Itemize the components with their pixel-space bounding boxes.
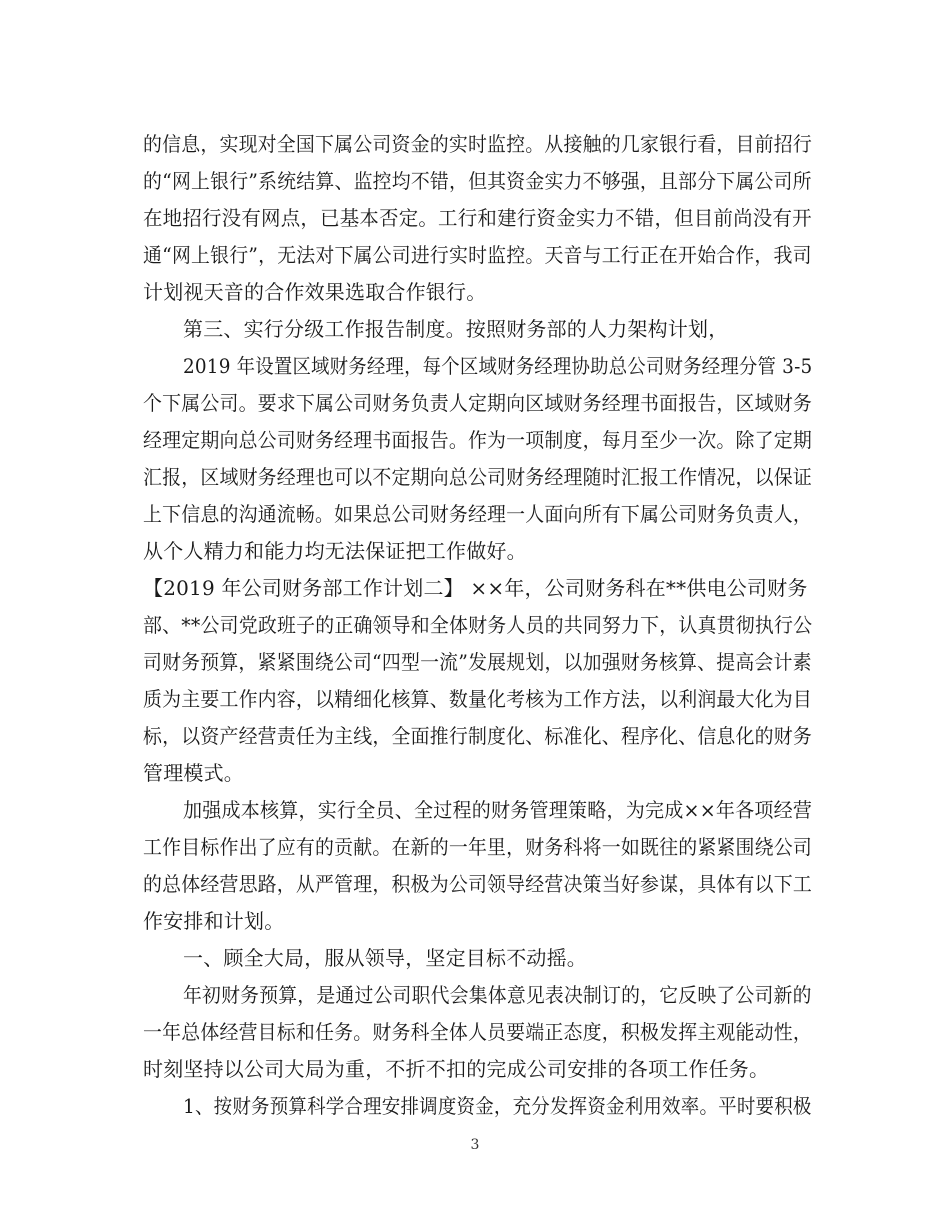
text-line: 作安排和计划。 [143,909,285,933]
text-line: 经理定期向总公司财务经理书面报告。作为一项制度，每月至少一次。除了定期 [143,428,812,452]
text-line: 工作目标作出了应有的贡献。在新的一年里，财务科将一如既往的紧紧围绕公司 [143,835,812,859]
text-line: 上下信息的沟通流畅。如果总公司财务经理一人面向所有下属公司财务负责人， [143,502,812,526]
paragraph-first-line: 年初财务预算，是通过公司职代会集体意见表决制订的，它反映了公司新的 [183,983,812,1007]
page-number: 3 [470,1137,480,1153]
text-line: 的总体经营思路，从严管理，积极为公司领导经营决策当好参谋，具体有以下工 [143,872,812,896]
text-line: 的“网上银行”系统结算、监控均不错，但其资金实力不够强，且部分下属公司所 [143,169,812,193]
text-line: 计划视天音的合作效果选取合作银行。 [143,280,487,304]
text-line: 部、**公司党政班子的正确领导和全体财务人员的共同努力下，认真贯彻执行公 [143,613,813,637]
paragraph-first-line: 1、按财务预算科学合理安排调度资金，充分发挥资金利用效率。平时要积极 [183,1094,812,1118]
text-line: 的信息，实现对全国下属公司资金的实时监控。从接触的几家银行看，目前招行 [143,132,812,156]
text-line: 时刻坚持以公司大局为重，不折不扣的完成公司安排的各项工作任务。 [143,1057,770,1081]
paragraph-first-line: 一、顾全大局，服从领导，坚定目标不动摇。 [183,946,587,970]
paragraph-first-line: 加强成本核算，实行全员、全过程的财务管理策略，为完成××年各项经营 [183,798,813,822]
text-line: 标，以资产经营责任为主线，全面推行制度化、标准化、程序化、信息化的财务 [143,724,812,748]
text-line: 从个人精力和能力均无法保证把工作做好。 [143,539,527,563]
text-line: 个下属公司。要求下属公司财务负责人定期向区域财务经理书面报告，区域财务 [143,391,812,415]
text-line: 通“网上银行”，无法对下属公司进行实时监控。天音与工行正在开始合作，我司 [143,243,812,267]
text-line: 一年总体经营目标和任务。财务科全体人员要端正态度，积极发挥主观能动性， [143,1020,812,1044]
text-line: 管理模式。 [143,761,244,785]
text-line: 汇报，区域财务经理也可以不定期向总公司财务经理随时汇报工作情况，以保证 [143,465,812,489]
text-line: 在地招行没有网点，已基本否定。工行和建行资金实力不错，但目前尚没有开 [143,206,812,230]
section-heading-line: 【2019 年公司财务部工作计划二】 ××年，公司财务科在**供电公司财务 [143,576,808,600]
paragraph-first-line: 第三、实行分级工作报告制度。按照财务部的人力架构计划， [183,317,729,341]
paragraph-first-line: 2019 年设置区域财务经理，每个区域财务经理协助总公司财务经理分管 3-5 [183,354,813,378]
text-line: 司财务预算，紧紧围绕公司“四型一流”发展规划，以加强财务核算、提高会计素 [143,650,812,674]
text-line: 质为主要工作内容，以精细化核算、数量化考核为工作方法，以利润最大化为目 [143,687,812,711]
